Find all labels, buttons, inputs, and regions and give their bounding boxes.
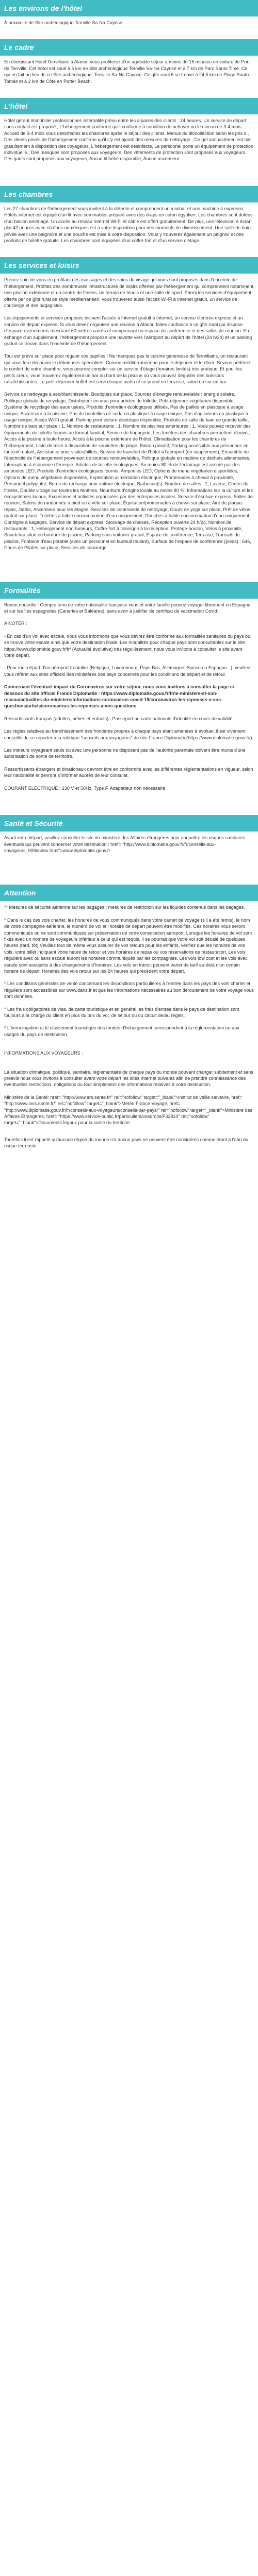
section-title-chambres: Les chambres — [0, 186, 258, 202]
formalites-paragraph: Bonne nouvelle ! Compte tenu de votre nationalité française vous et votre famille pouvez voyager librement en Espagne et sur les îles espagnoles (Canaries et Baléares), sans avoir à justifier de certificat de vaccination Covid. — [4, 602, 251, 614]
attention-paragraph: * L'homologation et le classement touristique des modes d'hébergement correspondent à la réglementation ou aux usages du pays de destination. — [4, 1025, 239, 1037]
infos-label: INFORMATIONS AUX VOYAGEURS : — [4, 1050, 83, 1056]
formalites-paragraph: A NOTER : — [4, 621, 27, 626]
section-title-formalites: Formalités — [0, 582, 258, 599]
attention-paragraph: * Les conditions générales de vente concernant les dispositions particulières à l'entrée dans les pays des vols charter et réguliers sont accessibles sur www.dans.fr et que les informations nécessaires au bon déroulement de votre voyage vous sont données. — [4, 981, 254, 999]
section-services — [0, 257, 258, 557]
section-text-cadre: En choisissant Hotel Terrvillains à Alanor, vous profiterez d'un agréable séjour à moins de 15 minutes en voiture de Port de Terrville. Cet hôtel est situé à 5 km de Site archéologique Terrville Sa-Na Cayose et à 7 km de Parc Santo Timé. Ce qui en fait un lieu de ce Site archéologique. Terrville Sa-Na Cayose. Ce gîte rural 5 se trouve à 24,5 km de Plage Santo-Tomás et à 2 km de Côte en Porter Beach. — [4, 59, 251, 84]
section-title-hotel: L'hôtel — [0, 98, 258, 114]
infos-paragraph: La situation climatique, politique, sanitaire, réglementaire de chaque pays du monde pouvant changer subitement et sans préavis nous vous invitons à consulter avant votre départ les sites Internet suivants afin de prendre connaissance des éventuelles restrictions, obligations ou tout simplement des informations relatives à votre destination. — [4, 1069, 253, 1088]
formalites-paragraph: Les mineurs voyageant seuls ou avec une personne ne disposant pas de l'autorité parentale doivent être munis d'une autorisation de sortie de territoire. — [4, 748, 246, 759]
formalites-paragraph: COURANT ELECTRIQUE : 230 V et 50Hz, Type F, Adaptateur non nécessaire. — [4, 785, 167, 791]
section-formalites — [0, 582, 258, 798]
section-text-chambres: Les 27 chambres de l'hébergement vous invitent à la détente et comprennent un minibar et une machine à expresso. Hôtels internet est équipé d'un lit avec sommables préparé avec des draps en coton égyptien. Les chambres sont dotées d'un balcon aménagé. Un accès au réseau Internet Wi-Fi et câblé est offert gratuitement. De plus, une télévision à écran plat 42 pouces avec chaînes numériques est à votre disposition pour des moments de divertissement. Une salle de bain privée avec une baignoire et une douche est mise à votre disposition. Vous y trouverez également un peignoir et des produits de toilette gratuits. Les chambres sont équipées d'un coffre-fort et d'un service d'étage. — [4, 206, 253, 243]
section-chambres — [0, 186, 258, 250]
services-paragraph: Service de nettoyage à sec/blanchisserie, Boutiques sur place, Sources d'énergie renouvelable : énergie solaire, Politique globale de recyclage, Distributeur en vrac pour articles de toilette, Petit-déjeuner végétarien disponible, Système de recyclage des eaux usées, Produits d'entretien écologiques utilisés, Pas de pailles en plastique à usage unique, Ascenseur à la piscine, Pas de bouteilles de soda en plastique à usage unique, Pas d'agitateurs en plastique à usage unique, Accès Wi-Fi gratuit, Parking pour voiture électrique disponible, Produits de salle de bain de grande taille, Nombre de bars sur place : 1, Nombre de restaurants : 1, Nombre de piscines extérieures : 1, Vous pouvez recevoir des équipements de toilette fournis au format familial, Service de bagagerie, Les fenêtres des chambres permettent d'ouvrir, Accès à la piscine à toute heure, Accès à la piscine extérieure de l'hôtel, Climatisation pour les chambres de l'hébergement, Liste de mise à disposition de serviettes de plage, Balcon privatif, Parking accessible aux personnes en fauteuil roulant, Assistance pour visites/billets, Service de transfert de l'hôtel à l'aéroport (en supplément), Ensemble de l'électricité de l'hébergement provenant de sources renouvelables, Politique globale en matière de déchets alimentaires, Interruption à économie d'énergie, Articles de toilette écologiques, Au moins 80 % de l'éclairage est assuré par des ampoules LED, Produits d'entretien écologiques fournis, Ampoules LED, Options de menu végétarien disponibles, Options de menu végétarien disponibles, Exploitation alimentation électrique, Promenades à cheval à proximité, Personnel polyglotte, Borne de recharge pour voiture électrique, Barbecue(s), Nombre de salles : 1, Laverie, Centre de fitness, Double vitrage sur toutes les fenêtres, Nourriture d'origine locale au moins 80 %, Informations sur la culture et les écosystèmes locaux, Excursions et activités organisées par des entreprises locales, Service d'écriture express, Salles de réunion, Salons de randonnée à pied ou à vélo sur place, Équitation/promenades à cheval sur place, Aire de plaque-repas, Jardin, Ascenseur pour les étages, Services de commande de nettoyage, Cours de yoga sur place, Prêt de vélos gratuit sur place, Toilettes à faible consommation d'eau uniquement, Douches à faible consommation d'eau uniquement, Consigne à bagages, Service de départ express, Stockage de chaises, Réception ouverte 24 h/24, Nombre de restaurants : 1, Hébergement non-fumeurs, Coffre-fort à consigne à la réception, Protège-bouton, Vélos à proximité, Snack-bar situé en bordure de piscine, Parking sans voiturier gratuit, Espace de conférence, Terrasse, Transats de piscine, Fontaine d'eau potable (avec un personnel en fauteuil roulant), Surface de l'espace de conférence (pieds) : 646, Cours de Pilates sur place, Services de concierge — [4, 392, 253, 551]
section-text-formalites — [0, 599, 258, 798]
section-title-sante: Santé et Sécurité — [0, 815, 258, 832]
attention-paragraph: ** Mesures de sécurité aérienne sur les bagages : mesures de restriction sur les liquides contenus dans les bagages. — [4, 905, 245, 910]
infos-paragraph: Ministère de la Santé: href= "http://www.ars.sante.fr/" rel="nofollow" target="_blank">Institut de veille sanitaire, href= "http://www.invs.sante.fr/" rel="nofollow" target="_blank">Météo France Voyage, href= "http://www.diplomatie.gouv.fr/fr/conseils-aux-voyageurs/conseils-par-pays/" rel="nofollow" target="_blank">Ministère des Affaires Étrangères, href= "https://www.service-public.fr/particuliers/vosdroits/F32810" rel="nofollow" target="_blank">Documents légaux pour la sortie du territoire. — [4, 1094, 252, 1126]
formalites-paragraph: Ressortissants français (adultes, bébés et enfants) : Passeport ou carte nationale d'identité en cours de validité. — [4, 716, 234, 721]
formalites-paragraph: Les règles relatives au franchissement des frontières propres à chaque pays étant amenées à évoluer, il est vivement conseillé de se reporter à la rubrique "conseils aux voyageurs" du site France Diplomatie(https://www.diplomatie.gouv.fr/). — [4, 728, 253, 740]
section-hotel — [0, 98, 258, 168]
section-title-services: Les services et loisirs — [0, 257, 258, 274]
attention-paragraph: * Les frais obligatoires de visa, de carte touristique et en général les frais d'entrée dans le pays de destination sont toujours à la charge du client en plus du prix du vol, de séjour ou du circuit de/au règles. — [4, 1006, 239, 1018]
section-cadre — [0, 39, 258, 91]
section-text-services — [0, 274, 258, 557]
services-paragraph: Tout est prévu sur place pour régaler vos papilles ! Ne manquez pas la cuisine généreuse de Terrvillains, un restaurant qui vous fera découvrir le délicieuses spécialités. Cuisine méditerranéenne pour le déjeuner et le dîner. Si vous préférez le confort de votre chambre, vous pourrez compter sur un service d'étage (horaires limités) très pratique. Et pour les petits creux, vous trouverez également un bar au bord de la piscine où vous pouvez déguster des boissons rafraîchissantes. Le petit-déjeuner buffet est servi chaque matin et se prend en terrasse, salon ou sur un bar. — [4, 353, 251, 384]
section-sante — [0, 815, 258, 860]
attention-paragraph: * Dans le cas des vols charter, les horaires de vous communiqués dans votre carnet de voyage (s'il a été remis), le nom de votre compagnie aérienne, le numéro de vol et l'horaire de départ peuvent être modifiés. Ces horaires vous seront communiqués ou ne sont communiqués sur présentation de votre convocation aéroport. Lorsque les horaires de vol sont fixés avec un nombre de voyageurs inférieur à celui qui est requis, il se pourrait que votre vol soit décalé de quelques heures (tard, tôt).Veuillez tout de même vous assurer de vos retours pour les enfants, vérifiez que les horaires de vos vols, votre billet indiquant votre heure de retour et vos horaires de repas ou vos réservations de restauration. Les vols réguliers avec ou sans escale auront les horaires communiqués par les compagnies. Les vols low cost et les vols avec escale sont assujettis à des changements d'horaires. Les vols en transit peuvent varier de tarif au-delà d'un certain horaire de départ. Horaires des vols retour sur les 24 heures qui précèdent votre départ. — [4, 917, 252, 974]
section-text-environs: À proximité de Site archéologique Terrville Sa-Na Cayose — [4, 20, 122, 25]
formalites-paragraph: Ressortissants étrangers et binationaux devront être en conformité avec les différentes réglementations en vigueur, selon leur nationalité et devront s'informer auprès de leur consulat. — [4, 766, 253, 778]
section-text-sante: Avant votre départ, veuillez consulter le site du ministère des Affaires étrangères pour connaître les risques sanitaires éventuels qui peuvent concerner votre destination : href= "http://www.diplomatie.gouv.fr/fr/conseils-aux-voyageurs_909/index.html">www.diplomatie.gouv.fr — [4, 835, 245, 853]
formalites-paragraph: - En cas d'un vol avec escale, nous vous informons que vous devrez être conforme aux formalités sanitaires du pays où se trouve votre escale ainsi que votre destination finale. Les modalités pour chaque pays sont consultables sur le site https://www.diplomatie.gouv.fr/fr/ (Actualité évolutive) très régulièrement, nous vous invitons à consulter le site avant votre départ. — [4, 633, 250, 658]
section-title-environs: Les environs de l'hôtel — [0, 0, 258, 16]
infos-paragraph: Toutefois il est rappelé qu'aucune région du monde n'a aucun pays ne peuvent être considérés comme étant à l'abri du risque terroriste. — [4, 1137, 248, 1149]
section-text-hotel: Hôtel gérant immobilier professionnel. Internalité prévu entre les alpaces des clients : 24 heures. Un service de départ sans contact est proposé., L'hébergement conforme qu'il conforme à condition de nettoyer ou le niveau de 3-4 mois. Accueil de 3-4 mois vous désinfectez les chambres après le séjour des clients. Menus du dit/collection selon les prix s., Des clients privés de l'hébergement confirme qu'il s'y est ajouté des mesures de nettoyage., Ce gel antibactérien est mis gratuitement à disposition des voyageurs, L'hébergement est désinfecté, Le personnel porte un équipement de protection individuelle., Des masques sont proposés aux voyageurs, Des vêtements de protection sont proposés aux voyageurs, Ces gants sont proposés aux voyageurs, Aucun lit bébé disponible, Aucun ascenseur — [4, 118, 254, 162]
services-paragraph: Prenez soin de vous en profitant des massages et des soins du visage qui vous sont proposés dans l'enceinte de l'hébergement. Profitez des nombreuses infrastructures de loisirs offertes par l'hébergement qui comprennent notamment une piscine extérieure et un centre de fitness, un terrain de tennis et une salle de sport. Parmi les services d'équipement offerts par ce gîte rural de style méditerranéen, vous trouverez aussi l'accès Wi-Fi à Internet gratuit, un service de concierge et des bagagistes. — [4, 277, 254, 308]
section-text-attention — [0, 901, 258, 1155]
formalites-paragraph: - Pour tout départ d'un aéroport frontalier (Belgique, Luxembourg, Pays-Bas, Allemagne, Suisse ou Espagne...), veuillez vous référer aux sites officiels des ministères des pays concernés pour les conditions de départ et de retour. — [4, 665, 250, 677]
services-paragraph: Les équipements et services proposés incluent l'accès à Internet gratuit à Internet, un service d'entrée express et un service de départ express. Si vous devez organiser une réunion à Alanor, faites confiance à ce gîte rural qui dispose d'espace événements mesurant 60 mètres carrés et comprenant un espace de conférence et des salles de réunion. En échange d'un supplément, l'hébergement propose une navette vers l'aéroport au départ de l'hôtel (24 h/24) et un parking gratuit se trouve dans l'enceinte de l'hébergement. — [4, 315, 252, 346]
section-attention — [0, 885, 258, 1155]
section-title-cadre: Le cadre — [0, 39, 258, 56]
section-title-attention: Attention — [0, 885, 258, 901]
formalites-paragraph: Concernant l'éventuel impact du Coronavirus sur votre séjour, nous vous invitons à consulter la page ci-dessous du site officiel France Diplomatie : https://www.diplomatie.gouv.fr/fr/le-ministere-et-son-reseau/actualites-du-ministere/informations-coronavirus-covid-19/coronavirus-les-reponses-a-vos-questions/article/coronavirus-les-reponses-a-vos-questions — [4, 684, 236, 709]
section-environs — [0, 0, 258, 32]
